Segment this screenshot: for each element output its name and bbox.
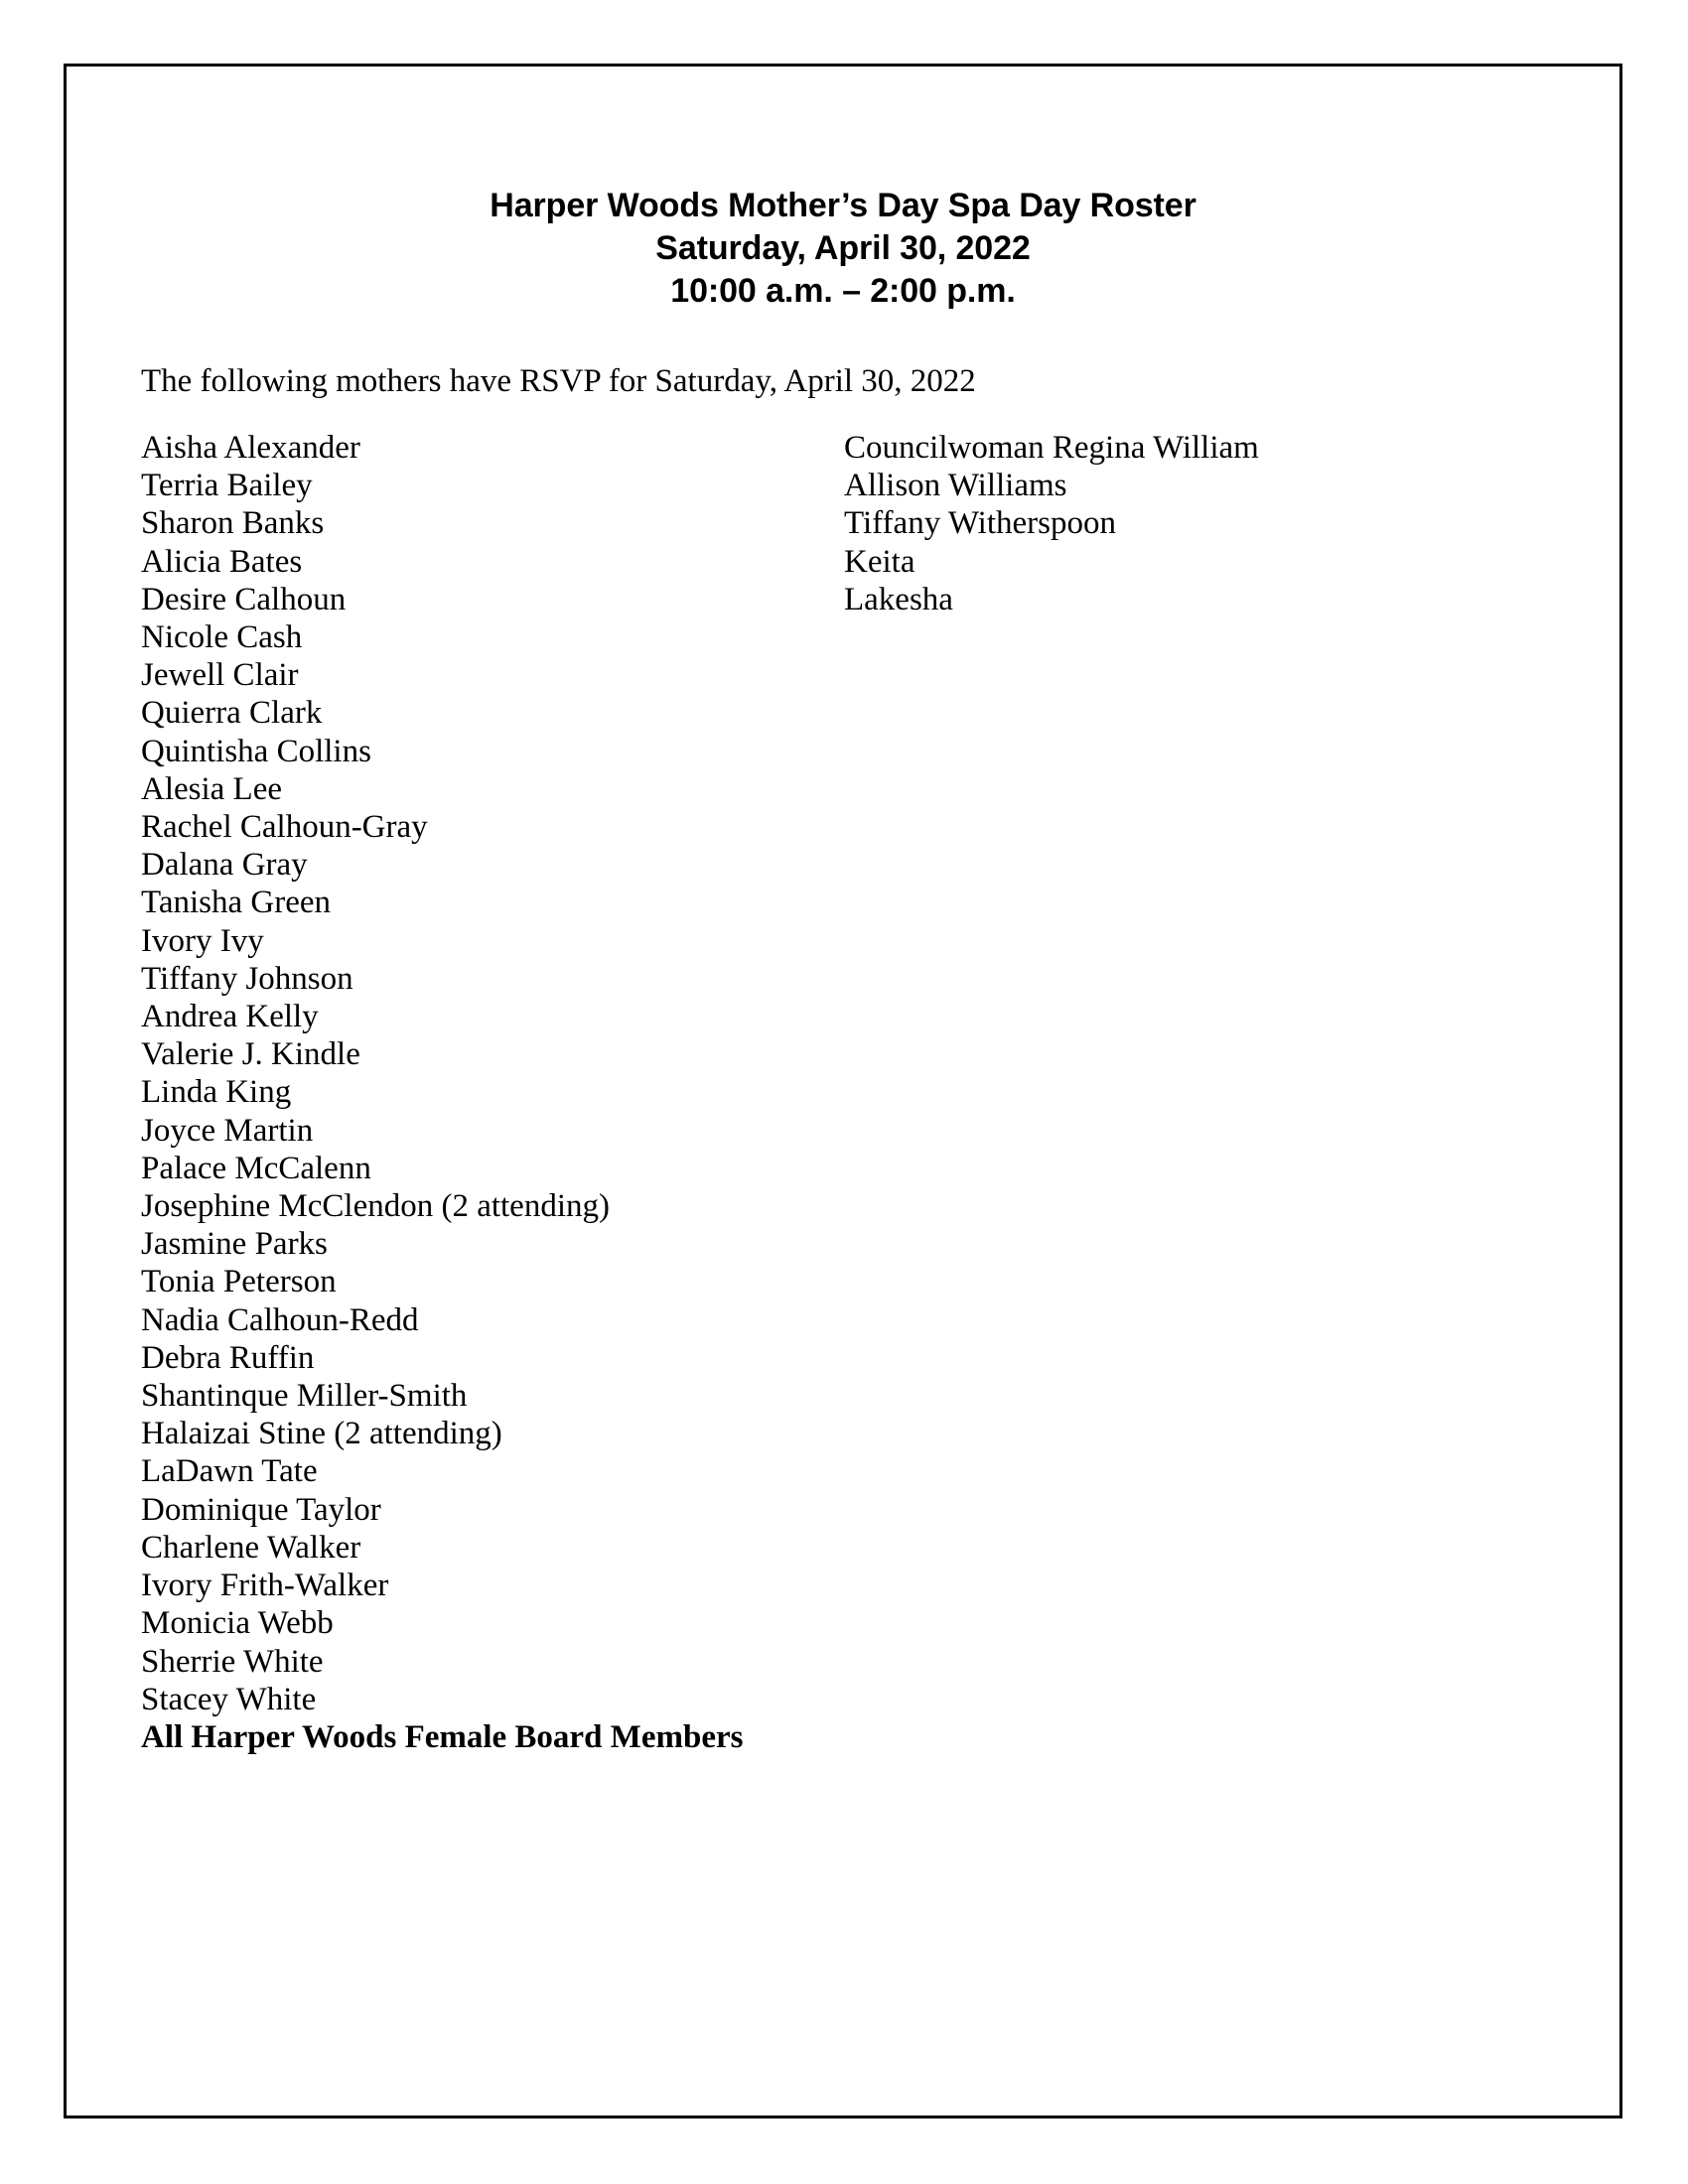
roster-name: Charlene Walker	[141, 1529, 361, 1566]
roster-name: Keita	[844, 543, 915, 580]
roster-name: Allison Williams	[844, 468, 1067, 504]
roster-name: Desire Calhoun	[141, 581, 347, 617]
roster-name: Lakesha	[844, 581, 953, 617]
heading-line-title: Harper Woods Mother’s Day Spa Day Roster	[490, 187, 1196, 224]
roster-name: All Harper Woods Female Board Members	[141, 1718, 744, 1755]
roster-name: Sharon Banks	[141, 505, 325, 542]
roster-name: Jewell Clair	[141, 657, 299, 694]
roster-name: Stacey White	[141, 1681, 317, 1717]
roster-name: Monicia Webb	[141, 1605, 334, 1642]
roster-left-column	[141, 429, 836, 1756]
roster-name: Sherrie White	[141, 1643, 324, 1680]
roster-name: Valerie J. Kindle	[141, 1036, 360, 1073]
roster-name: Debra Ruffin	[141, 1339, 315, 1376]
roster-name: Tanisha Green	[141, 885, 332, 921]
roster-name: Tiffany Witherspoon	[844, 505, 1116, 542]
intro-paragraph: The following mothers have RSVP for Saturday, April 30, 2022	[141, 363, 976, 399]
roster-name: Tonia Peterson	[141, 1264, 337, 1300]
roster-name: Tiffany Johnson	[141, 960, 353, 997]
roster-name: Jasmine Parks	[141, 1226, 328, 1263]
roster-name: Rachel Calhoun-Gray	[141, 809, 428, 846]
roster-name: Terria Bailey	[141, 468, 313, 504]
page-content	[64, 64, 1622, 2118]
roster-name: Quintisha Collins	[141, 733, 371, 769]
roster-name: Josephine McClendon (2 attending)	[141, 1188, 610, 1225]
roster-name: Alicia Bates	[141, 543, 303, 580]
roster-name: Councilwoman Regina William	[844, 430, 1259, 466]
roster-name: Alesia Lee	[141, 770, 283, 807]
roster-name: LaDawn Tate	[141, 1453, 318, 1490]
roster-right-column	[844, 429, 1579, 618]
roster-name: Andrea Kelly	[141, 999, 319, 1035]
roster-name: Quierra Clark	[141, 695, 323, 732]
heading-line-date: Saturday, April 30, 2022	[655, 229, 1031, 267]
heading-line-time: 10:00 a.m. – 2:00 p.m.	[670, 272, 1016, 310]
document-heading	[64, 185, 1622, 313]
roster-name: Shantinque Miller-Smith	[141, 1378, 468, 1415]
roster-name: Joyce Martin	[141, 1112, 314, 1149]
roster-name: Nicole Cash	[141, 619, 303, 656]
roster-name: Palace McCalenn	[141, 1150, 371, 1186]
roster-name: Aisha Alexander	[141, 430, 360, 466]
roster-name: Linda King	[141, 1074, 292, 1111]
roster-name: Dominique Taylor	[141, 1491, 381, 1528]
roster-name: Ivory Frith-Walker	[141, 1568, 389, 1604]
roster-name: Dalana Gray	[141, 847, 308, 884]
roster-name: Nadia Calhoun-Redd	[141, 1301, 419, 1338]
roster-name: Halaizai Stine (2 attending)	[141, 1416, 502, 1452]
roster-name: Ivory Ivy	[141, 922, 264, 959]
